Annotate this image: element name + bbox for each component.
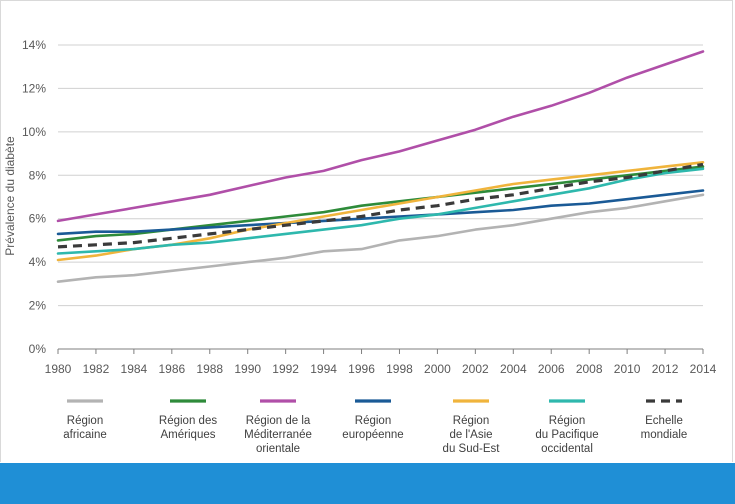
x-tick-label: 1984: [120, 362, 148, 376]
legend-label: africaine: [63, 429, 107, 441]
x-tick-label: 2002: [462, 362, 489, 376]
x-tick-label: 1990: [234, 362, 262, 376]
y-tick-label: 2%: [28, 298, 46, 313]
y-axis-title: Prévalence du diabète: [3, 136, 17, 256]
x-tick-label: 2012: [651, 362, 679, 376]
legend-label: occidental: [541, 443, 593, 455]
y-tick-label: 14%: [21, 38, 46, 52]
legend-item: [535, 401, 598, 455]
y-tick-label: 12%: [21, 81, 46, 96]
legend-label: européenne: [342, 429, 404, 441]
y-tick-label: 8%: [28, 168, 46, 183]
x-tick-label: 1998: [386, 362, 413, 376]
series-lines: [58, 52, 703, 282]
footer-band: [0, 463, 735, 504]
legend-item: [244, 401, 312, 455]
legend-label: Amériques: [160, 429, 216, 441]
legend-item: [443, 401, 501, 455]
legend-item: [63, 401, 106, 441]
y-tick-label: 10%: [21, 124, 46, 139]
x-tick-labels: [45, 349, 717, 376]
grid-lines: [58, 45, 703, 349]
x-tick-label: 1986: [158, 362, 186, 376]
y-tick-labels: [22, 38, 46, 356]
legend-label: du Pacifique: [535, 429, 599, 441]
x-tick-label: 2004: [499, 362, 527, 376]
series-line-2: [58, 52, 703, 221]
legend-item: [641, 401, 688, 441]
legend-label: Région: [66, 415, 104, 427]
y-tick-label: 6%: [28, 211, 46, 226]
x-tick-label: 1988: [196, 362, 224, 376]
x-tick-label: 2010: [613, 362, 641, 376]
legend-item: [159, 401, 217, 441]
x-tick-label: 1992: [272, 362, 299, 376]
legend: [63, 401, 687, 455]
legend-label: du Sud-Est: [442, 443, 500, 455]
x-tick-label: 2008: [575, 362, 603, 376]
x-tick-label: 1996: [348, 362, 375, 376]
legend-label: Région: [548, 415, 586, 427]
legend-label: Région des: [158, 415, 218, 427]
legend-label: Région: [354, 415, 392, 427]
legend-label: mondiale: [640, 429, 688, 441]
legend-label: Méditerranée: [244, 429, 312, 441]
x-tick-label: 1982: [82, 362, 110, 376]
x-tick-label: 2000: [424, 362, 451, 376]
series-line-3: [58, 191, 703, 234]
y-tick-label: 0%: [28, 342, 46, 356]
legend-label: Région: [452, 415, 490, 427]
x-tick-label: 2014: [689, 362, 717, 376]
legend-label: Région de la: [245, 415, 311, 427]
x-tick-label: 2006: [537, 362, 565, 376]
legend-item: [342, 401, 403, 441]
legend-label: orientale: [255, 443, 301, 455]
y-tick-label: 4%: [28, 255, 46, 270]
legend-label: Echelle: [645, 415, 683, 427]
x-tick-label: 1980: [44, 362, 72, 376]
x-tick-label: 1994: [310, 362, 337, 376]
legend-label: de l'Asie: [449, 429, 493, 441]
